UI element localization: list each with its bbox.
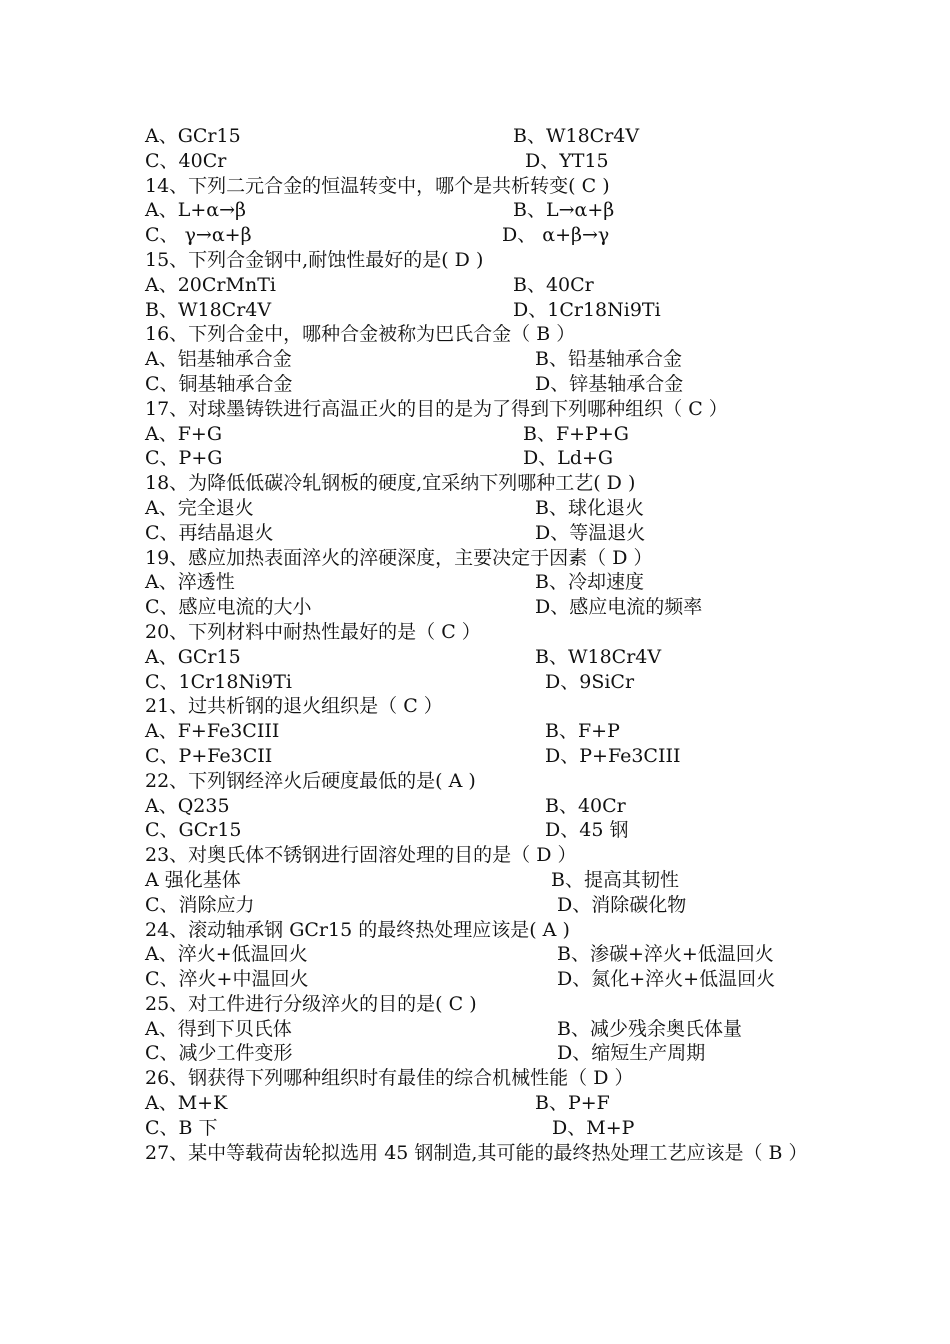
option-right: D、缩短生产周期 xyxy=(557,1042,706,1065)
option-left: C、铜基轴承合金 xyxy=(145,372,293,395)
option-left: A、完全退火 xyxy=(145,496,254,519)
option-right: D、1Cr18Ni9Ti xyxy=(513,298,661,321)
option-left: A、GCr15 xyxy=(145,645,241,668)
question-text: 16、下列合金中，哪种合金被称为巴氏合金（ B ） xyxy=(145,323,576,346)
option-row xyxy=(145,223,825,248)
option-row xyxy=(145,1116,825,1141)
option-right: B、L→α+β xyxy=(513,199,615,222)
option-row xyxy=(145,595,825,620)
option-left: C、 γ→α+β xyxy=(145,224,252,247)
option-left: C、P+G xyxy=(145,447,223,470)
option-row xyxy=(145,273,825,298)
option-left: A、F+Fe3CIII xyxy=(145,720,280,743)
option-right: B、渗碳+淬火+低温回火 xyxy=(557,943,774,966)
option-right: B、减少残余奥氏体量 xyxy=(557,1017,742,1040)
option-left: C、减少工件变形 xyxy=(145,1042,293,1065)
option-row xyxy=(145,868,825,893)
option-right: B、冷却速度 xyxy=(535,571,644,594)
option-row xyxy=(145,422,825,447)
question-text: 22、下列钢经淬火后硬度最低的是( A ) xyxy=(145,769,476,792)
option-row xyxy=(145,446,825,471)
exam-page xyxy=(145,124,825,1165)
option-right: B、P+F xyxy=(535,1092,610,1115)
question-text: 25、对工件进行分级淬火的目的是( C ) xyxy=(145,992,477,1015)
option-right: D、锌基轴承合金 xyxy=(535,372,684,395)
option-right: B、球化退火 xyxy=(535,496,644,519)
option-row xyxy=(145,198,825,223)
option-row xyxy=(145,942,825,967)
option-right: B、40Cr xyxy=(513,273,594,296)
option-right: B、W18Cr4V xyxy=(513,125,640,147)
option-row xyxy=(145,124,825,149)
option-left: A、Q235 xyxy=(145,794,230,817)
option-row xyxy=(145,347,825,372)
option-row xyxy=(145,670,825,695)
option-row xyxy=(145,719,825,744)
option-left: A、淬火+低温回火 xyxy=(145,943,308,966)
option-right: D、消除碳化物 xyxy=(557,893,687,916)
question-text: 15、下列合金钢中,耐蚀性最好的是( D ) xyxy=(145,248,484,271)
question-text: 14、下列二元合金的恒温转变中，哪个是共析转变( C ) xyxy=(145,174,610,197)
option-left: B、W18Cr4V xyxy=(145,298,272,321)
option-left: C、B 下 xyxy=(145,1116,218,1139)
option-row xyxy=(145,1091,825,1116)
option-row xyxy=(145,570,825,595)
option-left: A、GCr15 xyxy=(145,125,241,147)
option-left: C、淬火+中温回火 xyxy=(145,968,309,991)
option-row xyxy=(145,521,825,546)
option-row xyxy=(145,496,825,521)
option-right: D、9SiCr xyxy=(545,670,635,693)
option-right: D、M+P xyxy=(552,1116,635,1139)
option-left: A、铝基轴承合金 xyxy=(145,348,292,371)
option-right: D、等温退火 xyxy=(535,521,646,544)
option-left: A、F+G xyxy=(145,422,223,445)
question-text: 19、感应加热表面淬火的淬硬深度，主要决定于因素（ D ） xyxy=(145,546,653,569)
question-text: 20、下列材料中耐热性最好的是（ C ） xyxy=(145,620,481,643)
option-row xyxy=(145,1017,825,1042)
option-row xyxy=(145,893,825,918)
question-text: 21、过共析钢的退火组织是（ C ） xyxy=(145,695,443,718)
option-row xyxy=(145,818,825,843)
option-right: B、提高其韧性 xyxy=(551,868,679,891)
option-left: C、感应电流的大小 xyxy=(145,596,312,619)
option-left: C、GCr15 xyxy=(145,819,242,842)
question-text: 24、滚动轴承钢 GCr15 的最终热处理应该是( A ) xyxy=(145,918,570,941)
option-right: B、40Cr xyxy=(545,794,626,817)
option-row xyxy=(145,744,825,769)
option-right: B、W18Cr4V xyxy=(535,645,662,668)
option-left: A、得到下贝氏体 xyxy=(145,1017,292,1040)
option-right: B、F+P+G xyxy=(523,422,629,445)
question-text: 23、对奥氏体不锈钢进行固溶处理的目的是（ D ） xyxy=(145,844,577,867)
option-right: D、45 钢 xyxy=(545,819,629,842)
option-right: D、YT15 xyxy=(525,149,609,172)
option-right: B、F+P xyxy=(545,720,620,743)
option-row xyxy=(145,967,825,992)
question-text: 17、对球墨铸铁进行高温正火的目的是为了得到下列哪种组织（ C ） xyxy=(145,397,728,420)
option-row xyxy=(145,1041,825,1066)
option-right: D、氮化+淬火+低温回火 xyxy=(557,968,776,991)
option-row xyxy=(145,298,825,323)
option-left: A、M+K xyxy=(145,1092,228,1115)
option-left: A 强化基体 xyxy=(145,868,241,891)
option-right: D、 α+β→γ xyxy=(502,224,610,247)
question-text: 18、为降低低碳冷轧钢板的硬度,宜采纳下列哪种工艺( D ) xyxy=(145,472,636,495)
option-row xyxy=(145,149,825,174)
option-left: C、1Cr18Ni9Ti xyxy=(145,670,292,693)
option-right: D、感应电流的频率 xyxy=(535,596,703,619)
option-left: C、再结晶退火 xyxy=(145,521,274,544)
option-row xyxy=(145,645,825,670)
option-row xyxy=(145,794,825,819)
option-right: D、Ld+G xyxy=(523,447,614,470)
option-left: A、L+α→β xyxy=(145,199,246,222)
option-row xyxy=(145,372,825,397)
question-text: 26、钢获得下列哪种组织时有最佳的综合机械性能（ D ） xyxy=(145,1067,634,1090)
question-text: 27、某中等载荷齿轮拟选用 45 钢制造,其可能的最终热处理工艺应该是（ B ） xyxy=(145,1141,808,1164)
option-left: A、淬透性 xyxy=(145,571,235,594)
option-right: D、P+Fe3CIII xyxy=(545,744,681,767)
option-left: C、P+Fe3CII xyxy=(145,744,273,767)
option-right: B、铅基轴承合金 xyxy=(535,348,682,371)
option-left: C、40Cr xyxy=(145,149,227,172)
option-left: C、消除应力 xyxy=(145,893,255,916)
option-left: A、20CrMnTi xyxy=(145,273,276,296)
